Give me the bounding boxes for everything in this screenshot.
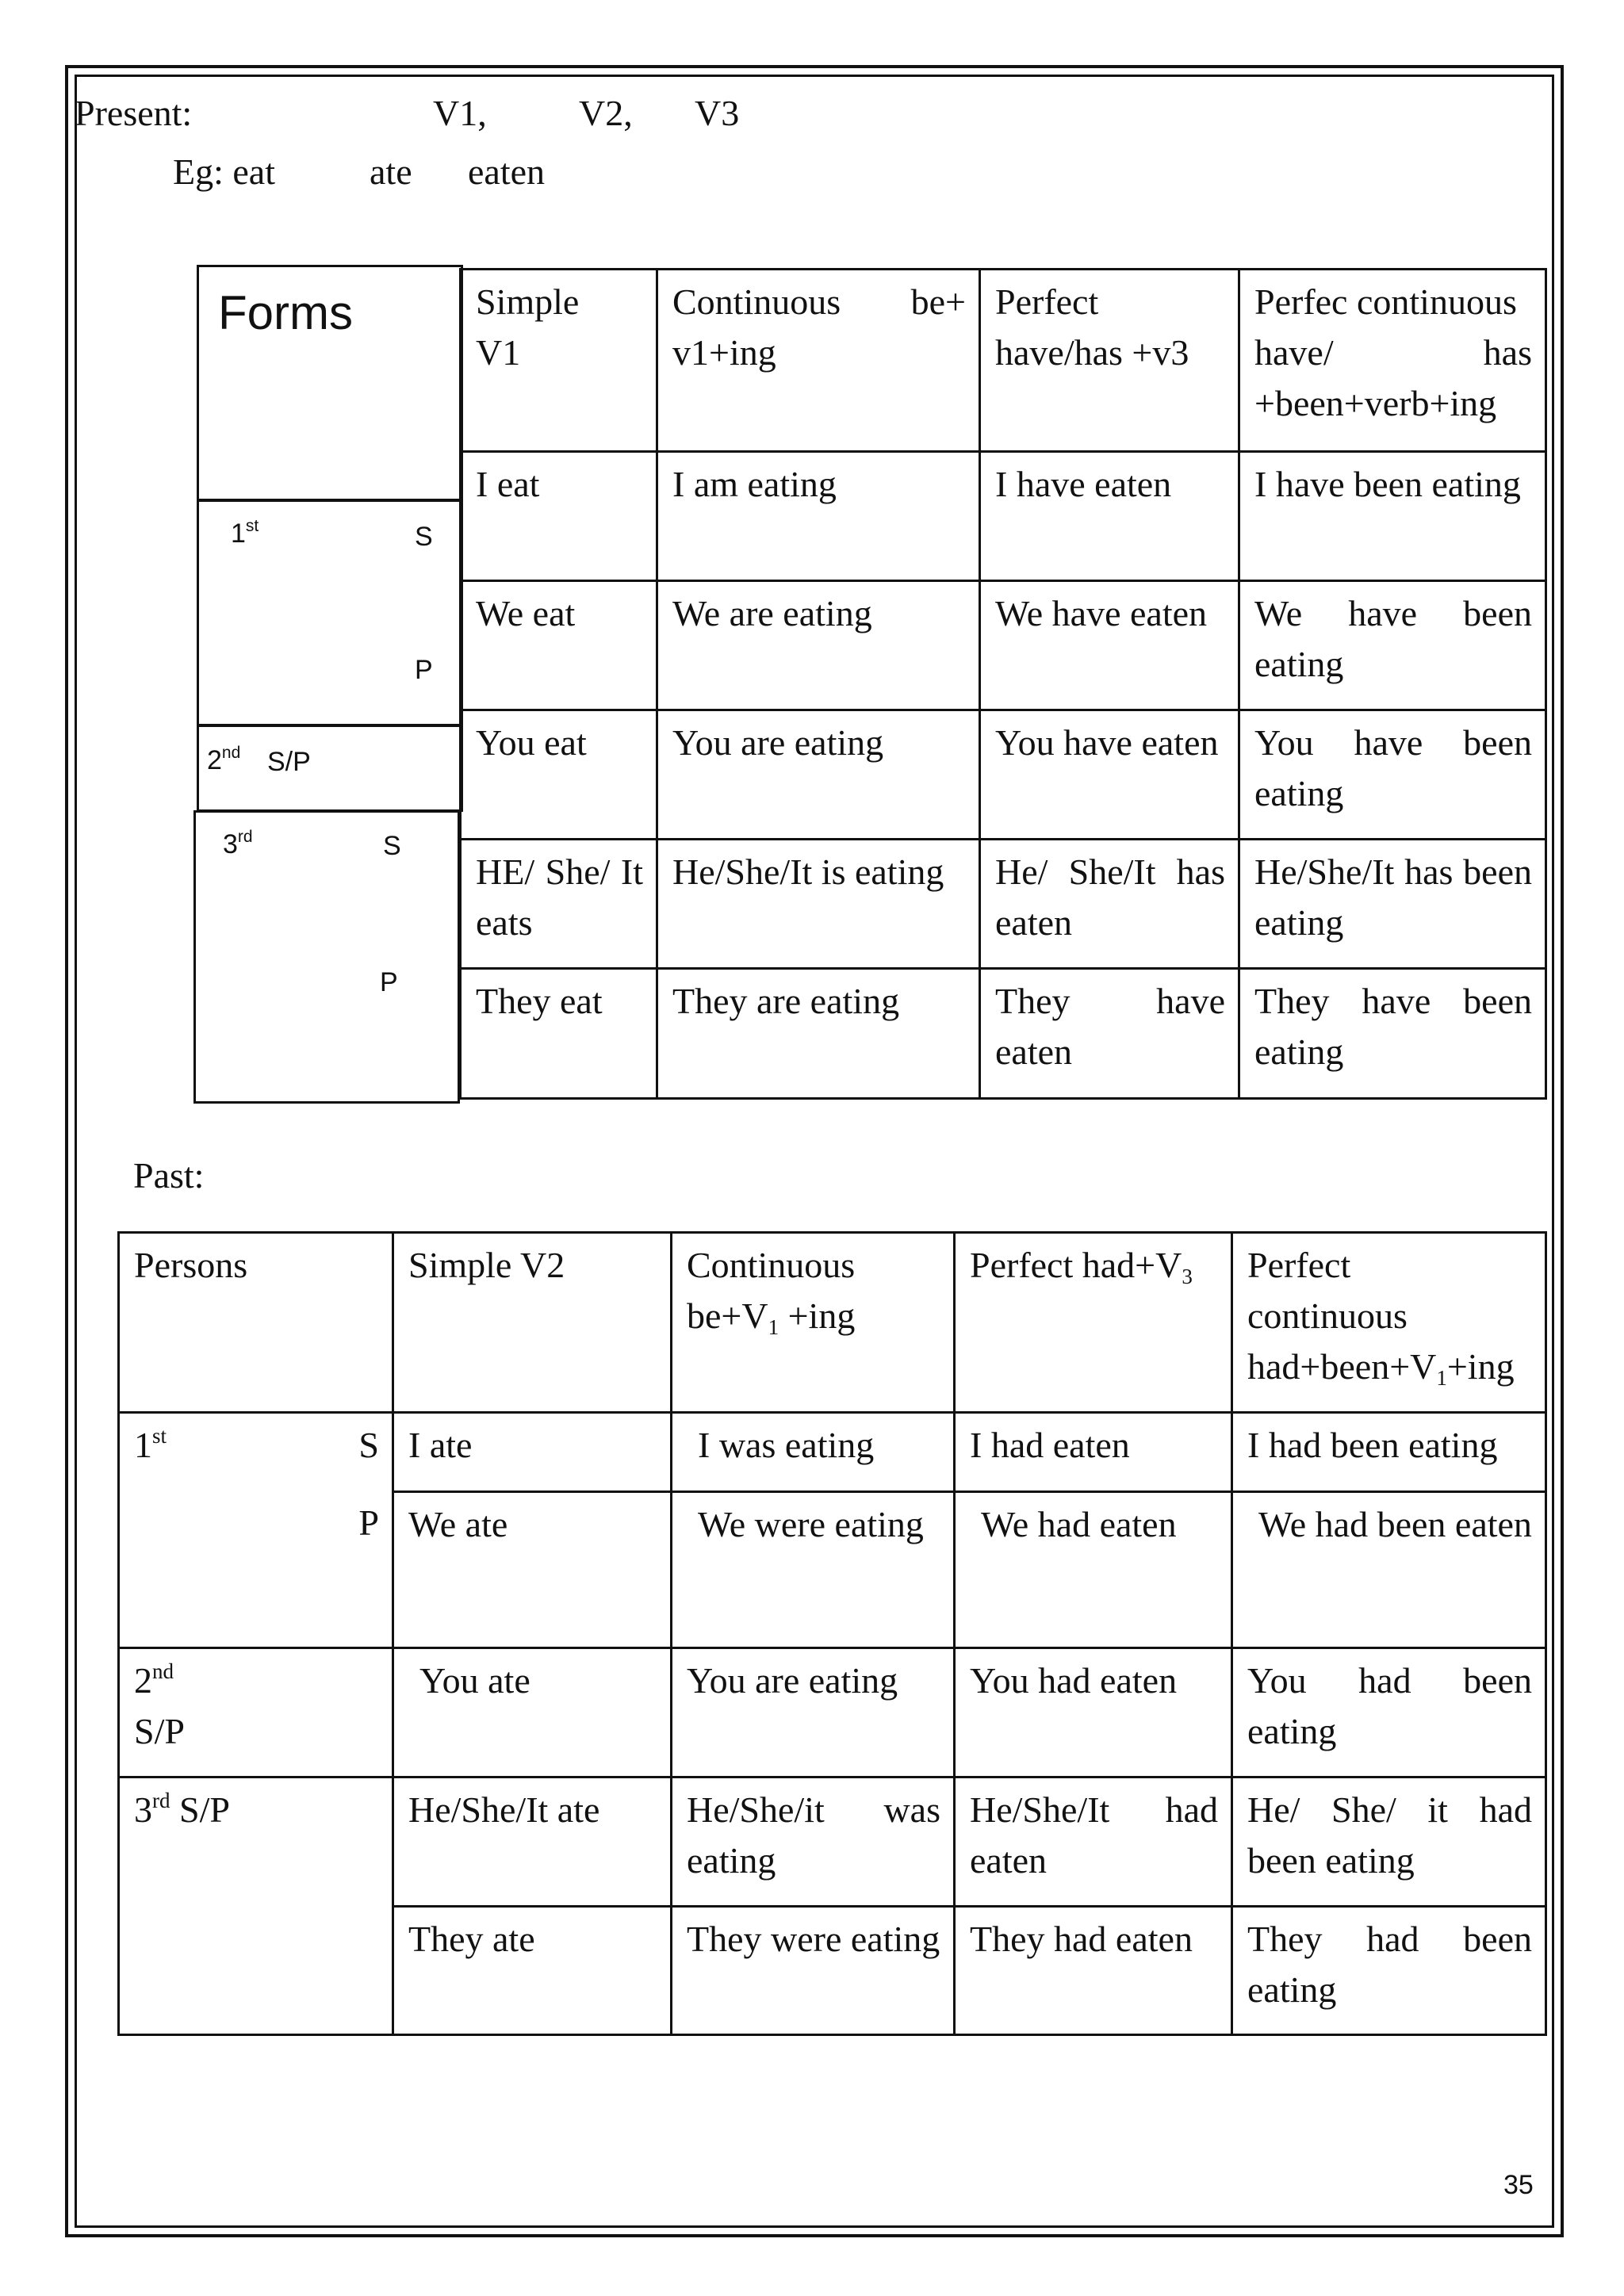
past-cell: He/She/It ate xyxy=(392,1776,672,1908)
present-header-perfect: Perfect have/has +v3 xyxy=(979,268,1240,453)
present-cell: You have eaten xyxy=(979,709,1240,840)
past-cell: I had been eating xyxy=(1231,1411,1547,1493)
present-header-perfect-continuous: Perfec continuous have/ has +been+verb+ing xyxy=(1238,268,1547,453)
present-cell: They have eaten xyxy=(979,967,1240,1100)
past-header-persons: Persons xyxy=(117,1231,394,1414)
past-cell: You are eating xyxy=(670,1647,956,1778)
past-person-third: 3rd S/P xyxy=(117,1776,394,2036)
present-cell: You have been eating xyxy=(1238,709,1547,840)
person-first-plural: P xyxy=(415,655,433,685)
past-header-simple: Simple V2 xyxy=(392,1231,672,1414)
present-cell: I have eaten xyxy=(979,450,1240,582)
past-person-second: 2nd S/P xyxy=(117,1647,394,1778)
past-cell: We were eating xyxy=(670,1490,956,1649)
past-cell: We had been eaten xyxy=(1231,1490,1547,1649)
past-person-first: 1st S P xyxy=(117,1411,394,1649)
past-cell: He/ She/ it had been eating xyxy=(1231,1776,1547,1908)
forms-title-cell xyxy=(197,265,463,501)
present-cell: He/ She/It has eaten xyxy=(979,838,1240,970)
present-cell: We are eating xyxy=(656,580,981,711)
past-cell: They had been eating xyxy=(1231,1905,1547,2036)
past-cell: I was eating xyxy=(670,1411,956,1493)
present-cell: We have eaten xyxy=(979,580,1240,711)
forms-title: Forms xyxy=(218,286,353,339)
person-third-label: 3rd xyxy=(223,828,253,859)
past-cell: They had eaten xyxy=(953,1905,1233,2036)
example-v1: Eg: eat xyxy=(173,151,275,192)
past-header-perfect: Perfect $had+V_3$ xyxy=(953,1231,1233,1414)
present-cell: I have been eating xyxy=(1238,450,1547,582)
past-cell: You ate xyxy=(392,1647,672,1778)
past-cell: He/She/it was eating xyxy=(670,1776,956,1908)
past-cell: You had eaten xyxy=(953,1647,1233,1778)
page-number: 35 xyxy=(1503,2170,1534,2200)
present-cell: We eat xyxy=(459,580,658,711)
past-label: Past: xyxy=(133,1155,205,1196)
present-cell: They eat xyxy=(459,967,658,1100)
example-v2: ate xyxy=(370,151,412,192)
person-second-sp: S/P xyxy=(267,747,311,777)
past-cell: We ate xyxy=(392,1490,672,1649)
past-cell: We had eaten xyxy=(953,1490,1233,1649)
present-cell: He/She/It has been eating xyxy=(1238,838,1547,970)
forms-v2: V2, xyxy=(579,93,633,133)
present-cell: HE/ She/ It eats xyxy=(459,838,658,970)
person-second-label: 2nd xyxy=(207,744,241,775)
present-cell: You are eating xyxy=(656,709,981,840)
present-cell: You eat xyxy=(459,709,658,840)
person-first-cell xyxy=(197,499,463,726)
example-v3: eaten xyxy=(468,151,546,192)
person-first-label: 1st xyxy=(231,517,259,549)
present-cell: They are eating xyxy=(656,967,981,1100)
present-cell: I eat xyxy=(459,450,658,582)
past-person-first-plural: P xyxy=(358,1502,379,1543)
past-cell: You had been eating xyxy=(1231,1647,1547,1778)
present-cell: I am eating xyxy=(656,450,981,582)
past-header-perfect-continuous: Perfect continuous $had+been+V_1+ing$ xyxy=(1231,1231,1547,1414)
forms-v1: V1, xyxy=(433,93,487,133)
present-cell: He/She/It is eating xyxy=(656,838,981,970)
present-cell: We have been eating xyxy=(1238,580,1547,711)
forms-v3: V3 xyxy=(695,93,740,133)
present-cell: They have been eating xyxy=(1238,967,1547,1100)
present-header-simple: Simple V1 xyxy=(459,268,658,453)
past-cell: I ate xyxy=(392,1411,672,1493)
person-first-singular: S xyxy=(415,522,433,552)
person-second-cell xyxy=(197,725,463,812)
present-header-continuous: Continuous be+ v1+ing xyxy=(656,268,981,453)
person-third-cell xyxy=(193,810,460,1104)
past-cell: They were eating xyxy=(670,1905,956,2036)
past-cell: I had eaten xyxy=(953,1411,1233,1493)
present-label: Present: xyxy=(75,93,193,133)
past-header-continuous: Continuous $be+V_1 +ing$ xyxy=(670,1231,956,1414)
past-person-first-singular: S xyxy=(358,1425,379,1465)
past-cell: They ate xyxy=(392,1905,672,2036)
past-cell: He/She/It had eaten xyxy=(953,1776,1233,1908)
person-third-singular: S xyxy=(383,831,401,861)
person-third-plural: P xyxy=(380,967,398,997)
